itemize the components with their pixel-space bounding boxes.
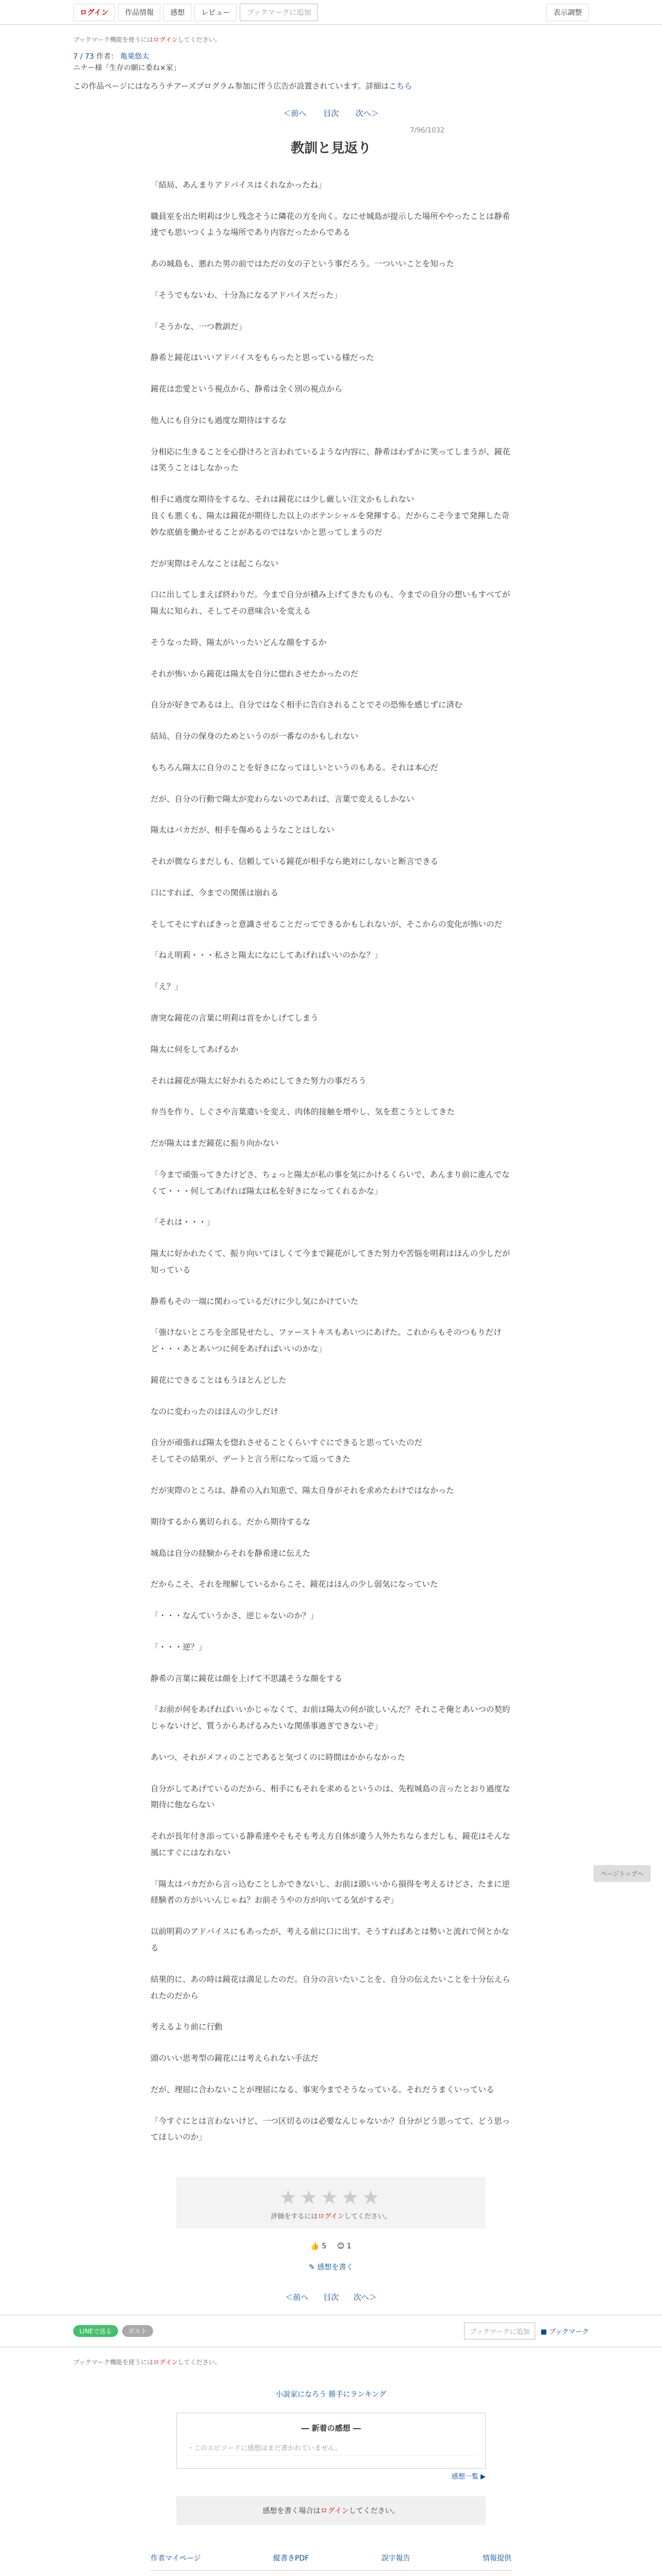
impressions-list-link[interactable]: 感想一覧 ▶ bbox=[451, 2473, 486, 2481]
eval-note-prefix: 評価をするには bbox=[271, 2213, 318, 2221]
novel-paragraph: 「・・・なんていうかさ、逆じゃないのか？」 bbox=[151, 1611, 318, 1621]
bookmark-login-link[interactable]: ログイン bbox=[153, 36, 178, 43]
novel-paragraph: 自分が好きであるは上、自分ではなく相手に告白されることでその恐怖を感じずに済む bbox=[151, 700, 462, 710]
novel-paragraph: 口に出してしまえば終わりだ。今まで自分が積み上げてきたものも、今までの自分の想いもすべてが陽太に知られ、そしてその意味合いを変える bbox=[151, 590, 510, 616]
bookmark-note-suffix: してください。 bbox=[177, 36, 221, 43]
novel-paragraph: だが、理屈に合わないことが理屈になる、事実今までそうなっている。それだうまくいっている bbox=[151, 2084, 494, 2094]
novel-paragraph: 結果的に、あの時は鏡花は満足したのだ。自分の言いたいことを、自分の伝えたいことを十分伝えられたのだから bbox=[151, 1974, 510, 2001]
reactions bbox=[0, 2242, 662, 2250]
novel-paragraph: だが実際はそんなことは起こらない bbox=[151, 558, 279, 568]
novel-paragraph: 「・・・逆？」 bbox=[151, 1642, 207, 1652]
impressions-button[interactable]: 感想 bbox=[163, 4, 191, 21]
novel-paragraph: そしてそにすればきっと意識させることだってできるかもしれないが、そこからの変化が怖いのだ bbox=[151, 919, 503, 929]
bookmark-note2-prefix: ブックマーク機能を使うには bbox=[73, 2359, 154, 2366]
novel-paragraph: 分相応に生きることを心掛けろと言われているような内容に、静希はわずかに笑ってしまうが、鏡花は笑うことはしなかった bbox=[151, 447, 510, 473]
novel-paragraph: 「そうでもないわ、十分為になるアドバイスだった」 bbox=[151, 290, 342, 300]
novel-paragraph: なのに変わったのはほんの少しだけ bbox=[151, 1406, 278, 1416]
novel-paragraph: そうなった時、陽太がいったいどんな顔をするか bbox=[151, 637, 327, 647]
ad-notice bbox=[73, 80, 589, 91]
index-link[interactable]: 目次 bbox=[323, 108, 339, 118]
top-nav bbox=[0, 0, 662, 25]
review-button[interactable]: レビュー bbox=[194, 4, 237, 21]
eval-login-link[interactable]: ログイン bbox=[318, 2213, 344, 2221]
bookmark-note2-suffix: してください。 bbox=[177, 2359, 221, 2366]
author-label: 作者： bbox=[96, 53, 118, 61]
pager-bottom bbox=[0, 2292, 662, 2302]
novel-paragraph: 「強けないところを全部見せたし、ファーストキスもあいつにあげた。これからもそのつもりだけど・・・あとあいつに何をあげればいいのかな」 bbox=[151, 1328, 502, 1354]
novel-paragraph: それは鏡花が陽太に好かれるためにしてきた努力の事だろう bbox=[151, 1076, 367, 1086]
author-link[interactable]: 亀巣悠太 bbox=[120, 53, 150, 61]
novel-paragraph: 期待するから裏切られる。だから期待するな bbox=[151, 1517, 311, 1527]
contest-line: ニナー様「生存の願に委ね×家」 bbox=[73, 64, 180, 73]
novel-paragraph: 「今まで頑張ってきたけどさ、ちょっと陽太が私の事を気にかけるくらいで、あんまり前に進んでなくて・・・何してあげれば陽太は私を好きになってくれるかな」 bbox=[151, 1170, 510, 1196]
footer-links bbox=[151, 2553, 511, 2571]
footer-link-typo-report[interactable]: 誤字報告 bbox=[381, 2554, 410, 2563]
footer-link-author-page[interactable]: 作者マイページ bbox=[151, 2554, 201, 2563]
novel-paragraph: それが怖いから鏡花は陽太を自分に惚れさせたかったのだ bbox=[151, 669, 359, 679]
novel-paragraph: それが微ならまだしも、信頼している鏡花が相手なら絶対にしないと断言できる bbox=[151, 857, 439, 867]
novel-paragraph: 他人にも自分にも過度な期待はするな bbox=[151, 415, 287, 425]
novel-paragraph: 職員室を出た明莉は少し残念そうに隣花の方を向く。なにせ城島が提示した場所ややったことは静希達でも思いつくような場所であり内容だったからである bbox=[151, 211, 510, 238]
reaction-good[interactable]: 👍 5 bbox=[310, 2242, 327, 2251]
novel-paragraph: それが長年付き添っている静希達やそもそも考え方自体が違う人外たちならまだしも、鏡花はそんな風にすぐにはなれない bbox=[151, 1832, 510, 1857]
novel-paragraph: 城島は自分の経験からそれを静希達に伝えた bbox=[151, 1548, 311, 1558]
line-share-button[interactable]: LINEで送る bbox=[73, 2325, 118, 2337]
novel-paragraph: 「ねえ明莉・・・私さと陽太になにしてあげればいいのかな？」 bbox=[151, 951, 383, 960]
bookmark-note-prefix: ブックマーク機能を使うには bbox=[73, 36, 154, 43]
novel-paragraph: 考えるより前に行動 bbox=[151, 2022, 223, 2032]
novel-paragraph: 以前明莉のアドバイスにもあったが、考える前に口に出す。そうすればあとは勢いと流れで何とかなる bbox=[151, 1927, 509, 1953]
novel-paragraph: だが陽太はまだ鏡花に振り向かない bbox=[151, 1139, 279, 1148]
add-bookmark-button-2[interactable]: ブックマークに追加 bbox=[464, 2323, 535, 2340]
prev-link[interactable]: ＜前へ bbox=[283, 108, 307, 118]
impressions-box bbox=[176, 2413, 486, 2469]
novel-paragraph: あの城島も、悪れた男の前ではただの女の子という事だろう。一ついいことを知った bbox=[151, 259, 455, 269]
novel-paragraph: 結局、自分の保身のためというのが一番なのかもしれない bbox=[151, 732, 359, 741]
impression-note bbox=[176, 2496, 486, 2525]
novel-paragraph: だが実際のところは、静希の入れ知恵で、陽太自身がそれを求めたわけではなかった bbox=[151, 1486, 454, 1495]
novel-paragraph: だからこそ、それを理解しているからこそ、鏡花はほんの少し弱気になっていた bbox=[151, 1580, 438, 1589]
bookmark-note-2 bbox=[73, 2347, 589, 2374]
login-button[interactable]: ログイン bbox=[73, 4, 115, 21]
novel-paragraph: 唐突な鏡花の言葉に明莉は首をかしげてしまう bbox=[151, 1013, 319, 1023]
novel-body bbox=[151, 177, 511, 2146]
impression-login-link[interactable]: ログイン bbox=[320, 2507, 349, 2516]
rating-stars[interactable]: ★★★★★ bbox=[279, 2186, 383, 2209]
novel-paragraph: 静希と鏡花はいいアドバイスをもらったと思っている様だった bbox=[151, 353, 374, 363]
novel-paragraph: 鏡花は恋愛という視点から、静希は全く別の視点から bbox=[151, 384, 343, 394]
evaluation-box bbox=[176, 2177, 486, 2229]
series-info bbox=[73, 51, 589, 62]
write-impression-link[interactable]: ✎ 感想を書く bbox=[308, 2263, 354, 2272]
novel-paragraph: 「お前が何をあげればいいかじゃなくて、お前は陽太の何が欲しいんだ？それこそ俺とあいつの契約じゃないけど、質うからあげるみたいな関係事過ぎできないぞ」 bbox=[151, 1705, 510, 1731]
novel-paragraph: 「今すぐにとは言わないけど、一つ区切るのは必要なんじゃないか？自分がどう思ってて、どう思ってほしいのか」 bbox=[151, 2116, 510, 2142]
index-link-bottom[interactable]: 目次 bbox=[323, 2293, 339, 2302]
novel-paragraph: あいつ、それがメフィのことであると気づくのに時間はかからなかった bbox=[151, 1752, 406, 1762]
bookmark-note bbox=[73, 25, 589, 51]
novel-paragraph: 「陽太はバカだから言っ込むことしかできないし、お前は頭いいから損得を考えるけどさ、たまに逆経験者の方がいいんじゃね？お前そうやの方が向いてる気がするぞ」 bbox=[151, 1879, 510, 1905]
post-share-button[interactable]: ポスト bbox=[122, 2325, 153, 2337]
novel-paragraph: 静希の言葉に鏡花は顔を上げて不思議そうな顔をする bbox=[151, 1673, 343, 1683]
footer-link-pdf[interactable]: 縦書きPDF bbox=[273, 2554, 309, 2563]
pager-top bbox=[73, 108, 589, 118]
next-link-bottom[interactable]: 次へ＞ bbox=[353, 2293, 377, 2302]
bookmark-login-link-2[interactable]: ログイン bbox=[153, 2359, 178, 2366]
work-info-button[interactable]: 作品情報 bbox=[118, 4, 160, 21]
novel-paragraph: 頭のいい思考型の鏡花には考えられない手法だ bbox=[151, 2054, 319, 2063]
episode-number: 7 / 73 bbox=[73, 53, 94, 61]
eval-note bbox=[176, 2211, 486, 2221]
add-bookmark-button[interactable]: ブックマークに追加 bbox=[240, 4, 318, 21]
novel-paragraph: 「それは・・・」 bbox=[151, 1217, 215, 1227]
novel-paragraph: 鏡花にできることはもうほとんどした bbox=[151, 1375, 287, 1385]
page-top-button[interactable]: ページトップへ bbox=[593, 1865, 651, 1882]
chapter-number: 7/96/1032 bbox=[410, 126, 444, 134]
chapter-title: 教訓と見返り bbox=[290, 140, 371, 156]
impressions-empty: ・このエピソードに感想はまだ書かれていません。 bbox=[187, 2439, 475, 2456]
impression-note-prefix: 感想を書く場合は bbox=[262, 2507, 321, 2516]
novel-paragraph: もちろん陽太に自分のことを好きになってほしいというのもある。それは本心だ bbox=[151, 762, 439, 772]
novel-paragraph: 陽太に好かれたくて、振り向いてほしくて今まで鏡花がしてきた努力や苦悩を明莉はほんの少しだが知っている bbox=[151, 1249, 510, 1275]
next-link[interactable]: 次へ＞ bbox=[355, 108, 379, 118]
novel-paragraph: 静希もその一端に関わっているだけに少し気にかけていた bbox=[151, 1296, 358, 1306]
novel-paragraph: 相手に過度な期待をするな、それは鏡花には少し厳しい注文かもしれない 良くも悪くも、陽太は鏡花が期待した以上のポテンシャルを発揮する。だからこそ今まで発揮した奇妙な底値を働かせることがあるのではないかと思ってしまうのだ bbox=[151, 495, 510, 537]
ad-notice-text: この作品ページにはなろうチアーズプログラム参加に伴う広告が設置されています。詳細は bbox=[73, 81, 389, 91]
novel-paragraph: だが、自分の行動で陽太が変わらないのであれば、言葉で変えるしかない bbox=[151, 794, 415, 804]
eval-note-suffix: してください。 bbox=[344, 2213, 391, 2221]
novel-paragraph: 口にすれば、今までの関係は崩れる bbox=[151, 888, 279, 897]
ad-notice-link[interactable]: こちら bbox=[389, 81, 412, 91]
impressions-heading: ― 新着の感想 ― bbox=[301, 2424, 361, 2433]
impression-note-suffix: してください。 bbox=[349, 2507, 400, 2516]
bookmark-link[interactable]: ■ ブックマーク bbox=[540, 2328, 589, 2336]
novel-paragraph: 陽太に何をしてあげるか bbox=[151, 1044, 239, 1054]
prev-link-bottom[interactable]: ＜前へ bbox=[285, 2293, 309, 2302]
novel-paragraph: 「え？」 bbox=[151, 982, 183, 992]
novel-paragraph: 自分が頑張れば陽太を惚れさせることくらいすぐにできると思っていたのだ そしてその結果が、デートと言う形になって返ってきた bbox=[151, 1438, 423, 1464]
novel-paragraph: 弁当を作り、しぐさや言葉遣いを変え、肉体的接触を増やし、気を惹こうとしてきた bbox=[151, 1107, 455, 1117]
reaction-smile[interactable]: 😊 1 bbox=[337, 2242, 352, 2251]
footer-link-report[interactable]: 情報提供 bbox=[483, 2554, 511, 2563]
novel-paragraph: 自分がしてあげているのだから、相手にもそれを求めるというのは、先程城島の言ったとおり過度な期待に他ならない bbox=[151, 1784, 510, 1810]
ranking-link[interactable]: 小説家になろう 勝手にランキング bbox=[275, 2391, 387, 2399]
novel-paragraph: 陽太はバカだが、相手を傷めるようなことはしない bbox=[151, 825, 335, 835]
novel-paragraph: 「結局、あんまりアドバイスはくれなかったね」 bbox=[151, 180, 326, 190]
share-bar bbox=[0, 2315, 662, 2347]
display-settings-button[interactable]: 表示調整 bbox=[547, 4, 589, 21]
novel-paragraph: 「そうかな、一つ教訓だ」 bbox=[151, 321, 247, 331]
